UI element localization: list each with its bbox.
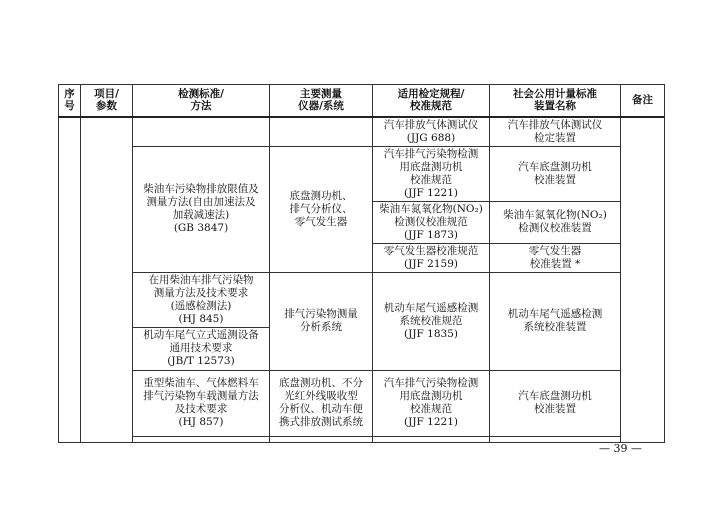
- instrument-cell: [270, 117, 373, 147]
- method-cell: 重型柴油车、气体燃料车 排气污染物车载测量方法 及技术要求 (HJ 857): [133, 370, 270, 436]
- standard-cell: 零气发生器 校准装置 *: [490, 243, 621, 272]
- header-item: 项目/ 参数: [81, 85, 133, 117]
- standard-cell: 汽车排放气体测试仪 检定装置: [490, 117, 621, 147]
- standard-cell: 汽车底盘测功机 校准装置: [490, 370, 621, 436]
- method-cell: 柴油车污染物排放限值及 测量方法(自由加速法及 加载减速法) (GB 3847): [133, 146, 270, 272]
- instrument-cell: 底盘测功机、 排气分析仪、 零气发生器: [270, 146, 373, 272]
- header-regulation: 适用检定规程/ 校准规范: [373, 85, 490, 117]
- header-seq: 序 号: [59, 85, 81, 117]
- regulation-cell: [373, 436, 490, 442]
- method-cell: [133, 117, 270, 147]
- table-row: [59, 117, 665, 147]
- standard-cell: 机动车尾气遥感检测 系统校准装置: [490, 272, 621, 370]
- standard-cell: 柴油车氮氧化物(NO₂) 检测仪校准装置: [490, 201, 621, 243]
- table-row: [59, 436, 665, 442]
- regulation-cell: 柴油车氮氧化物(NO₂) 检测仪校准规范 (JJF 1873): [373, 201, 490, 243]
- instrument-cell: [270, 436, 373, 442]
- instrument-cell: 底盘测功机、不分 光红外线吸收型 分析仪、机动车便 携式排放测试系统: [270, 370, 373, 436]
- instrument-cell: 排气污染物测量 分析系统: [270, 272, 373, 370]
- header-instrument: 主要测量 仪器/系统: [270, 85, 373, 117]
- table-header-row: [59, 85, 665, 117]
- regulation-cell: 汽车排放气体测试仪 (JJG 688): [373, 117, 490, 147]
- regulation-cell: 汽车排气污染物检测 用底盘测功机 校准规范 (JJF 1221): [373, 146, 490, 201]
- page-number: — 39 —: [599, 442, 642, 455]
- seq-cell: [59, 117, 81, 443]
- header-method: 检测标准/ 方法: [133, 85, 270, 117]
- method-cell: 机动车尾气立式遥测设备 通用技术要求 (JB/T 12573): [133, 327, 270, 370]
- method-cell: 在用柴油车排气污染物 测量方法及技术要求 (遥感检测法) (HJ 845): [133, 272, 270, 327]
- table-row: [59, 146, 665, 201]
- header-remark: 备注: [621, 85, 665, 117]
- table-row: [59, 370, 665, 436]
- method-cell: [133, 436, 270, 442]
- metrology-standards-table: [58, 84, 665, 443]
- table-row: [59, 272, 665, 327]
- regulation-cell: 汽车排气污染物检测 用底盘测功机 校准规范 (JJF 1221): [373, 370, 490, 436]
- standard-cell: 汽车底盘测功机 校准装置: [490, 146, 621, 201]
- regulation-cell: 零气发生器校准规范 (JJF 2159): [373, 243, 490, 272]
- header-standard: 社会公用计量标准 装置名称: [490, 85, 621, 117]
- item-cell: [81, 117, 133, 443]
- remark-cell: [621, 117, 665, 443]
- regulation-cell: 机动车尾气遥感检测 系统校准规范 (JJF 1835): [373, 272, 490, 370]
